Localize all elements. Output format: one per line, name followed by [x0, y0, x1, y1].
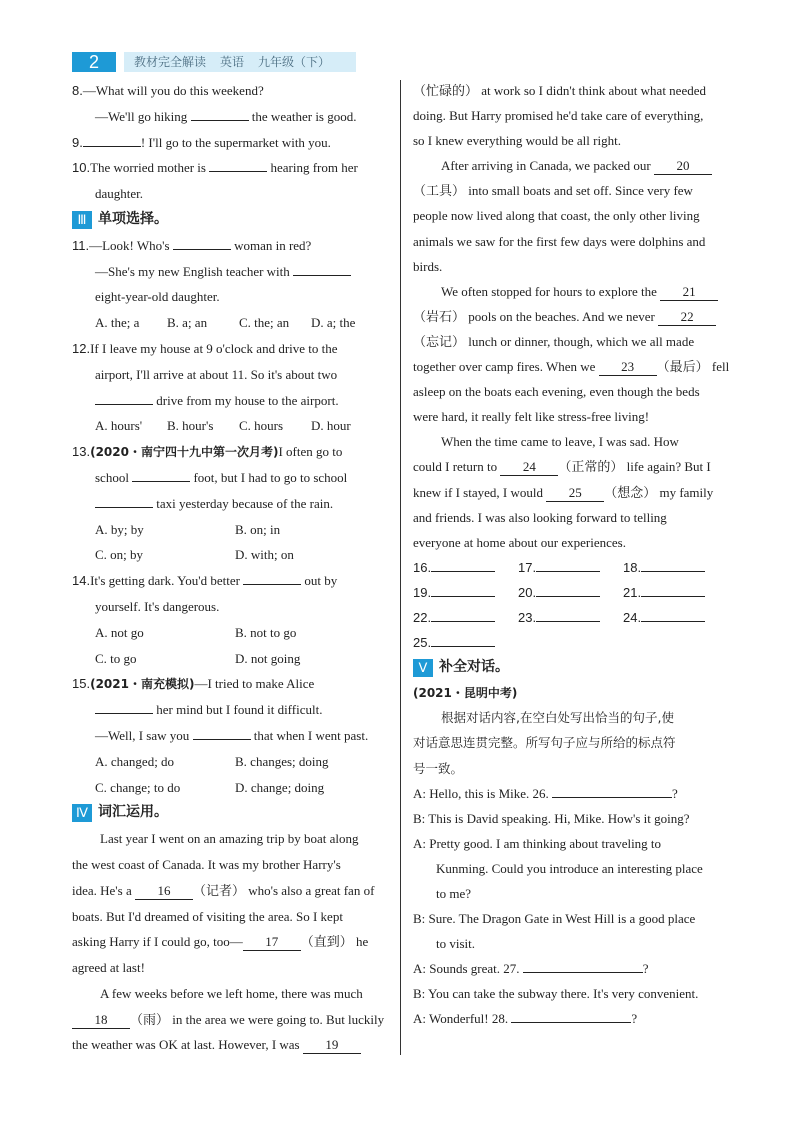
fill-blank-long[interactable]: [511, 1006, 631, 1023]
answer-blank[interactable]: [431, 605, 495, 622]
option[interactable]: B. hour's: [167, 418, 214, 434]
text-line: [413, 379, 729, 404]
text: Kunming. Could you introduce an interesting place: [436, 860, 703, 876]
text: A: Pretty good. I am thinking about traveling to: [413, 835, 662, 851]
answer-row: [413, 555, 729, 580]
answer-blank[interactable]: [641, 555, 705, 572]
text-line: [72, 439, 388, 465]
source-tag: (2020・南宁四十九中第一次月考): [90, 445, 279, 460]
text: —We'll go hiking: [95, 108, 191, 124]
answer-options: [72, 517, 388, 543]
text-line: [413, 178, 729, 203]
fill-blank[interactable]: [95, 388, 153, 405]
text-line: [413, 103, 729, 128]
option[interactable]: B. on; in: [235, 521, 281, 537]
option[interactable]: B. a; an: [167, 315, 208, 331]
answer-number: 20.: [518, 584, 537, 600]
text-line: [72, 826, 388, 852]
question-number: 11.: [72, 237, 90, 253]
fill-blank[interactable]: [193, 723, 251, 740]
left-column: [72, 78, 388, 1058]
text-line: [413, 454, 729, 479]
text-line: [72, 1007, 388, 1033]
answer-blank[interactable]: [431, 580, 495, 597]
fill-blank-long[interactable]: [523, 956, 643, 973]
answer-slot: [413, 630, 518, 655]
text-line: [413, 429, 729, 454]
answer-options: [72, 775, 388, 801]
text: asleep on the boats each evening, even though the beds: [413, 384, 700, 400]
fill-blank[interactable]: [191, 104, 249, 121]
text-line: [413, 781, 729, 806]
question-number: 10.: [72, 160, 91, 176]
section-heading: [72, 800, 388, 826]
fill-blank[interactable]: 24: [500, 459, 558, 476]
fill-blank-long[interactable]: [552, 781, 672, 798]
text: （记者） who's also a great fan of: [192, 882, 375, 898]
text: —Look! Who's: [89, 237, 173, 253]
text-line: [413, 480, 729, 505]
text: （忘记） lunch or dinner, though, which we all made: [413, 333, 695, 349]
answer-slot: [413, 555, 518, 580]
question-number: 14.: [72, 573, 91, 589]
option[interactable]: C. hours: [239, 418, 284, 434]
text: A: Sounds great. 27.: [413, 961, 523, 977]
fill-blank[interactable]: [95, 697, 153, 714]
text-line: [413, 229, 729, 254]
column-divider: [400, 80, 401, 1055]
fill-blank[interactable]: 25: [546, 485, 604, 502]
page-number: 2: [72, 52, 116, 72]
text: （直到） he: [300, 934, 369, 950]
text: ?: [672, 785, 678, 801]
text: birds.: [413, 258, 443, 274]
text-line: [413, 856, 729, 881]
answer-number: 24.: [623, 609, 642, 625]
text: B: This is David speaking. Hi, Mike. How's it going?: [413, 810, 690, 826]
text: （工具） into small boats and set off. Since very few: [413, 183, 693, 199]
section-title: 单项选择。: [98, 210, 168, 227]
fill-blank[interactable]: 23: [599, 359, 657, 376]
text: woman in red?: [230, 237, 312, 253]
text: boats. But I'd dreamed of visiting the area. So I kept: [72, 908, 343, 924]
text: I often go to: [278, 444, 343, 460]
option[interactable]: C. change; to do: [95, 779, 181, 795]
text: B: Sure. The Dragon Gate in West Hill is a good place: [413, 911, 696, 927]
text-line: [72, 904, 388, 930]
answer-options: [72, 646, 388, 672]
text: animals we saw for the first few days were dolphins and: [413, 233, 706, 249]
text-line: [413, 881, 729, 906]
text-line: [413, 756, 729, 781]
text-line: [413, 128, 729, 153]
text: A few weeks before we left home, there was much: [100, 985, 363, 1001]
option[interactable]: A. hours': [95, 418, 143, 434]
text-line: [72, 362, 388, 388]
text: （最后） fell: [656, 359, 730, 375]
fill-blank[interactable]: 22: [658, 309, 716, 326]
fill-blank[interactable]: [209, 155, 267, 172]
text-line: [72, 594, 388, 620]
text-line: [413, 906, 729, 931]
text: idea. He's a: [72, 882, 135, 898]
text-line: [72, 1032, 388, 1058]
text: daughter.: [95, 186, 144, 202]
text-line: [72, 852, 388, 878]
fill-blank[interactable]: 19: [303, 1037, 361, 1054]
text-line: [413, 806, 729, 831]
text: together over camp fires. When we: [413, 359, 599, 375]
option[interactable]: A. the; a: [95, 315, 140, 331]
text-line: [413, 329, 729, 354]
answer-number: 18.: [623, 559, 642, 575]
text-line: [413, 680, 729, 705]
text-line: [72, 284, 388, 310]
text-line: [413, 981, 729, 1006]
text: asking Harry if I could go, too—: [72, 934, 243, 950]
answer-slot: [518, 555, 623, 580]
text: The worried mother is: [90, 160, 210, 176]
text: so I knew everything would be all right.: [413, 133, 621, 149]
answer-slot: [623, 555, 728, 580]
answer-number: 23.: [518, 609, 537, 625]
text: eight-year-old daughter.: [95, 289, 220, 305]
answer-slot: [518, 605, 623, 630]
question-number: 9.: [72, 134, 83, 150]
source-tag: (2021・昆明中考): [413, 686, 518, 701]
text-line: [413, 530, 729, 555]
text-line: [72, 388, 388, 414]
answer-slot: [413, 580, 518, 605]
text: After arriving in Canada, we packed our: [441, 158, 654, 174]
text: her mind but I found it difficult.: [153, 702, 323, 718]
text: drive from my house to the airport.: [153, 392, 339, 408]
text: the west coast of Canada. It was my brother Harry's: [72, 856, 341, 872]
text-line: [72, 78, 388, 104]
fill-blank[interactable]: [132, 465, 190, 482]
answer-row: [413, 630, 729, 655]
fill-blank[interactable]: [83, 130, 141, 147]
text: taxi yesterday because of the rain.: [153, 495, 334, 511]
text-line: [72, 181, 388, 207]
section-title: 词汇运用。: [98, 804, 168, 821]
text-line: [413, 153, 729, 178]
roman-numeral-badge: Ⅳ: [72, 804, 92, 822]
answer-options: [72, 749, 388, 775]
fill-blank[interactable]: 21: [660, 284, 718, 301]
option[interactable]: D. a; the: [311, 315, 356, 331]
text: out by: [301, 573, 338, 589]
text-line: [413, 78, 729, 103]
question-number: 8.: [72, 83, 83, 98]
text-line: [413, 956, 729, 981]
text-line: [413, 304, 729, 329]
source-tag: (2021・南充模拟): [90, 677, 195, 692]
option[interactable]: C. the; an: [239, 315, 290, 331]
text: to visit.: [436, 936, 476, 952]
grade: 九年级（下）: [258, 55, 331, 69]
text-line: [72, 723, 388, 749]
answer-number: 19.: [413, 584, 432, 600]
text: the weather is good.: [248, 108, 357, 124]
text: A: Hello, this is Mike. 26.: [413, 785, 553, 801]
section-title: 补全对话。: [439, 659, 509, 676]
text: （正常的） life again? But I: [558, 459, 711, 475]
option[interactable]: C. on; by: [95, 547, 144, 563]
answer-number: 16.: [413, 559, 432, 575]
answer-options: [72, 310, 388, 336]
text-line: [413, 279, 729, 304]
option[interactable]: D. change; doing: [235, 779, 325, 795]
roman-numeral-badge: Ⅴ: [413, 659, 433, 677]
text: doing. But Harry promised he'd take care of everything,: [413, 108, 704, 124]
text: Last year I went on an amazing trip by boat along: [100, 831, 359, 847]
text-line: [413, 354, 729, 379]
fill-blank[interactable]: 16: [135, 883, 193, 900]
text: to me?: [436, 886, 472, 901]
text-line: [72, 955, 388, 981]
option[interactable]: A. changed; do: [95, 753, 175, 769]
subject: 英语: [220, 55, 245, 69]
text-line: [72, 465, 388, 491]
text-line: [413, 404, 729, 429]
text-line: [413, 1006, 729, 1031]
text: It's getting dark. You'd better: [90, 573, 244, 589]
fill-blank[interactable]: [293, 259, 351, 276]
answer-number: 17.: [518, 559, 537, 575]
text-line: [72, 259, 388, 285]
text: （忙碌的） at work so I didn't think about what needed: [413, 83, 706, 98]
answer-blank[interactable]: [641, 605, 705, 622]
text-line: [72, 233, 388, 259]
text-line: [413, 831, 729, 856]
answer-options: [72, 542, 388, 568]
text-line: [72, 491, 388, 517]
text: knew if I stayed, I would: [413, 484, 547, 500]
answer-blank[interactable]: [431, 630, 495, 647]
book-title: 教材完全解读: [134, 55, 207, 69]
answer-slot: [623, 580, 728, 605]
text-line: [72, 671, 388, 697]
text: foot, but I had to go to school: [190, 469, 348, 485]
right-column: [413, 78, 729, 1032]
text: （岩石） pools on the beaches. And we never: [413, 308, 659, 324]
text: could I return to: [413, 459, 501, 475]
text-line: [72, 104, 388, 130]
text: were hard, it really felt like stress-free living!: [413, 409, 650, 425]
text-line: [413, 931, 729, 956]
answer-blank[interactable]: [641, 580, 705, 597]
question-number: 15.: [72, 676, 91, 692]
fill-blank[interactable]: [243, 568, 301, 585]
fill-blank[interactable]: [95, 491, 153, 508]
text-line: [72, 929, 388, 955]
text: yourself. It's dangerous.: [95, 598, 220, 614]
answer-options: [72, 413, 388, 439]
option[interactable]: A. by; by: [95, 521, 144, 537]
text: the weather was OK at last. However, I was: [72, 1037, 303, 1053]
fill-blank[interactable]: 17: [243, 934, 301, 951]
answer-slot: [518, 580, 623, 605]
text-line: [72, 336, 388, 362]
answer-slot: [623, 605, 728, 630]
text: ! I'll go to the supermarket with you.: [140, 134, 331, 150]
fill-blank[interactable]: 18: [72, 1012, 130, 1029]
text-line: [72, 130, 388, 156]
text: ?: [631, 1011, 638, 1027]
answer-slot: [413, 605, 518, 630]
roman-numeral-badge: Ⅲ: [72, 211, 92, 229]
text: that when I went past.: [250, 727, 369, 743]
answer-blank[interactable]: [536, 580, 600, 597]
section-heading: [413, 655, 729, 680]
text: school: [95, 469, 133, 485]
answer-options: [72, 620, 388, 646]
question-number: 13.: [72, 444, 91, 460]
option[interactable]: D. with; on: [235, 547, 294, 563]
text: everyone at home about our experiences.: [413, 534, 626, 550]
text: When the time came to leave, I was sad. How: [441, 434, 679, 450]
text: ?: [642, 961, 649, 977]
answer-number: 22.: [413, 609, 432, 625]
text: airport, I'll arrive at about 11. So it's about two: [95, 366, 338, 382]
text: 号一致。: [413, 760, 464, 776]
text-line: [72, 878, 388, 904]
text-line: [413, 705, 729, 730]
text: 根据对话内容,在空白处写出恰当的句子,使: [441, 710, 674, 726]
text-line: [72, 697, 388, 723]
option[interactable]: A. not go: [95, 624, 144, 640]
text: If I leave my house at 9 o'clock and drive to the: [90, 340, 338, 356]
text-line: [413, 730, 729, 755]
text: A: Wonderful! 28.: [413, 1011, 512, 1027]
section-heading: [72, 207, 388, 233]
text: —Well, I saw you: [95, 727, 193, 743]
text-line: [413, 254, 729, 279]
text: （想念） my family: [604, 484, 714, 500]
answer-blank[interactable]: [536, 605, 600, 622]
option[interactable]: D. not going: [235, 650, 301, 666]
answer-row: [413, 605, 729, 630]
fill-blank[interactable]: [173, 233, 231, 250]
text-line: [413, 203, 729, 228]
text-line: [72, 155, 388, 181]
question-number: 12.: [72, 340, 91, 356]
answer-row: [413, 580, 729, 605]
text: We often stopped for hours to explore the: [441, 283, 661, 299]
text: 对话意思连贯完整。所写句子应与所给的标点符: [413, 735, 676, 751]
text: hearing from her: [267, 160, 358, 176]
option[interactable]: D. hour: [311, 418, 351, 434]
answer-blank[interactable]: [431, 555, 495, 572]
header-band: [124, 52, 356, 72]
answer-blank[interactable]: [536, 555, 600, 572]
text: —I tried to make Alice: [194, 676, 315, 692]
text: agreed at last!: [72, 960, 145, 976]
text: B: You can take the subway there. It's very convenient.: [413, 986, 699, 1002]
option[interactable]: C. to go: [95, 650, 137, 666]
answer-number: 25.: [413, 635, 432, 651]
text: —What will you do this weekend?: [82, 83, 264, 98]
text-line: [72, 568, 388, 594]
text: people now lived along that coast, the only other living: [413, 208, 700, 224]
option[interactable]: B. changes; doing: [235, 753, 329, 769]
text-line: [413, 505, 729, 530]
text: （雨） in the area we were going to. But luckily: [130, 1011, 385, 1027]
text-line: [72, 981, 388, 1007]
page-header: [72, 52, 356, 72]
option[interactable]: B. not to go: [235, 624, 297, 640]
fill-blank[interactable]: 20: [654, 158, 712, 175]
text: —She's my new English teacher with: [95, 263, 294, 279]
text: and friends. I was also looking forward to telling: [413, 509, 667, 525]
answer-number: 21.: [623, 584, 642, 600]
